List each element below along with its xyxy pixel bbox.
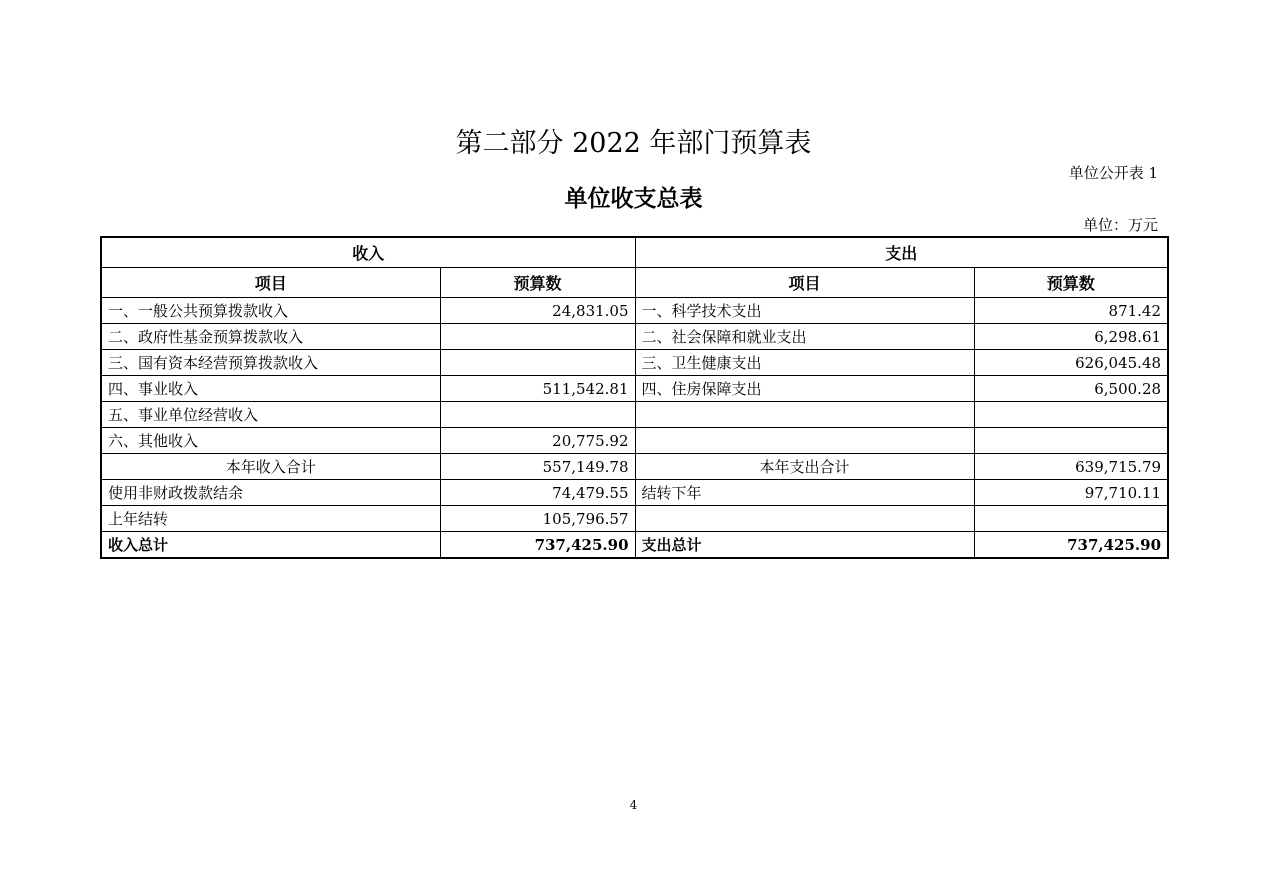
expense-subtotal-amount: 639,715.79 xyxy=(974,454,1168,480)
budget-summary-table xyxy=(100,236,1169,559)
table-row xyxy=(101,350,1168,376)
table-title: 单位收支总表 xyxy=(564,185,703,212)
expense-item-cell: 四、住房保障支出 xyxy=(635,376,974,402)
table-number: 单位公开表 1 xyxy=(1068,164,1158,182)
subtotal-row xyxy=(101,454,1168,480)
expense-amount-cell xyxy=(974,428,1168,454)
expense-amount-cell: 6,298.61 xyxy=(974,324,1168,350)
expense-item-cell xyxy=(635,506,974,532)
table-row xyxy=(101,324,1168,350)
income-item-cell: 一、一般公共预算拨款收入 xyxy=(101,298,440,324)
expense-amount-cell xyxy=(974,506,1168,532)
income-amount-cell xyxy=(440,324,635,350)
table-row xyxy=(101,376,1168,402)
expense-item-cell: 二、社会保障和就业支出 xyxy=(635,324,974,350)
income-amount-header: 预算数 xyxy=(440,268,635,298)
expense-item-cell: 一、科学技术支出 xyxy=(635,298,974,324)
income-item-cell: 五、事业单位经营收入 xyxy=(101,402,440,428)
expense-amount-cell: 6,500.28 xyxy=(974,376,1168,402)
income-amount-cell: 511,542.81 xyxy=(440,376,635,402)
income-amount-cell: 24,831.05 xyxy=(440,298,635,324)
page-number: 4 xyxy=(629,798,638,812)
income-subtotal-label: 本年收入合计 xyxy=(101,454,440,480)
part-title: 第二部分 2022 年部门预算表 xyxy=(455,128,812,159)
column-header-row xyxy=(101,268,1168,298)
income-total-amount: 737,425.90 xyxy=(440,532,635,559)
expense-amount-cell: 97,710.11 xyxy=(974,480,1168,506)
expense-total-label: 支出总计 xyxy=(635,532,974,559)
income-item-cell: 上年结转 xyxy=(101,506,440,532)
income-item-cell: 二、政府性基金预算拨款收入 xyxy=(101,324,440,350)
expense-amount-cell: 871.42 xyxy=(974,298,1168,324)
income-amount-cell xyxy=(440,350,635,376)
expense-item-header: 项目 xyxy=(635,268,974,298)
expense-amount-cell: 626,045.48 xyxy=(974,350,1168,376)
income-total-label: 收入总计 xyxy=(101,532,440,559)
expense-item-cell xyxy=(635,402,974,428)
expense-subtotal-label: 本年支出合计 xyxy=(635,454,974,480)
expense-item-cell: 结转下年 xyxy=(635,480,974,506)
expense-amount-cell xyxy=(974,402,1168,428)
income-amount-cell: 105,796.57 xyxy=(440,506,635,532)
table-row xyxy=(101,428,1168,454)
income-group-header: 收入 xyxy=(101,237,635,268)
income-item-cell: 三、国有资本经营预算拨款收入 xyxy=(101,350,440,376)
expense-group-header: 支出 xyxy=(635,237,1168,268)
income-item-cell: 四、事业收入 xyxy=(101,376,440,402)
expense-item-cell: 三、卫生健康支出 xyxy=(635,350,974,376)
expense-amount-header: 预算数 xyxy=(974,268,1168,298)
income-amount-cell: 20,775.92 xyxy=(440,428,635,454)
expense-item-cell xyxy=(635,428,974,454)
table-row xyxy=(101,402,1168,428)
table-row xyxy=(101,506,1168,532)
unit-label: 单位：万元 xyxy=(1082,216,1158,234)
table-row xyxy=(101,480,1168,506)
expense-total-amount: 737,425.90 xyxy=(974,532,1168,559)
income-amount-cell: 74,479.55 xyxy=(440,480,635,506)
grand-total-row xyxy=(101,532,1168,559)
income-item-cell: 六、其他收入 xyxy=(101,428,440,454)
income-item-header: 项目 xyxy=(101,268,440,298)
income-amount-cell xyxy=(440,402,635,428)
income-item-cell: 使用非财政拨款结余 xyxy=(101,480,440,506)
group-header-row xyxy=(101,237,1168,268)
table-row xyxy=(101,298,1168,324)
income-subtotal-amount: 557,149.78 xyxy=(440,454,635,480)
